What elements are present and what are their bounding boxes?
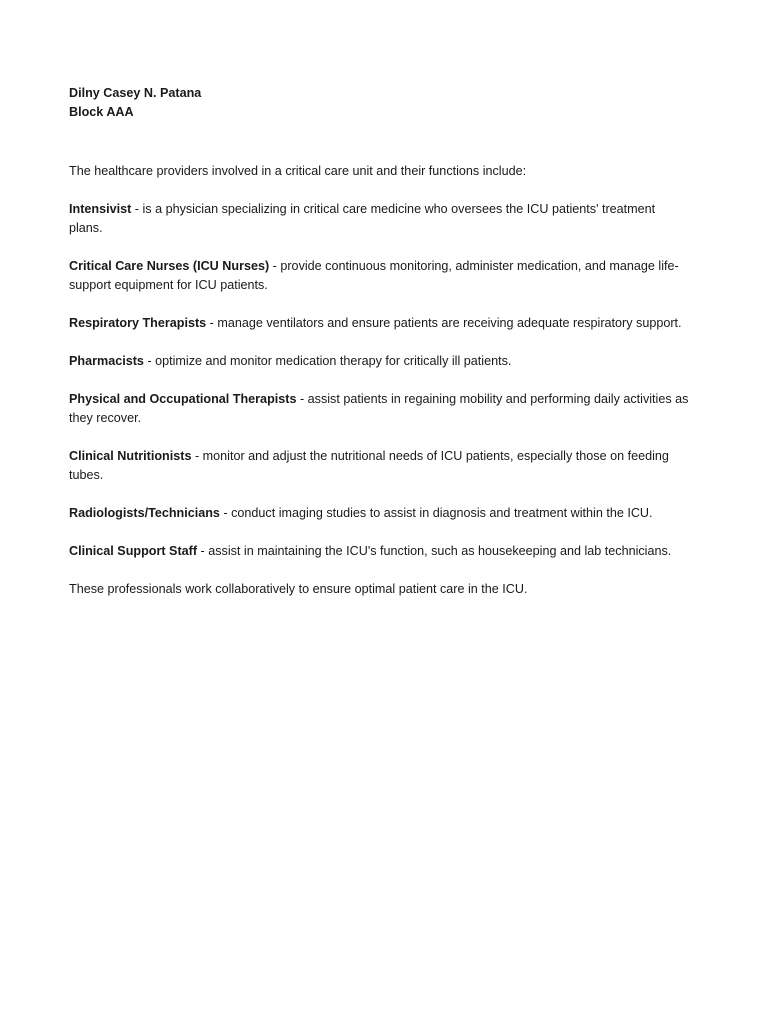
entry-term: Intensivist [69,202,132,216]
entry-critical-care-nurses [69,257,689,295]
entry-description: - assist patients in regaining mobility and performing daily activities as they recover. [69,392,689,425]
entry-description: - manage ventilators and ensure patients are receiving adequate respiratory support. [206,316,682,330]
entry-description: - assist in maintaining the ICU's function, such as housekeeping and lab technicians. [197,544,672,558]
entry-clinical-nutritionists [69,447,689,485]
entry-term: Pharmacists [69,354,144,368]
entry-term: Physical and Occupational Therapists [69,392,297,406]
author-name: Dilny Casey N. Patana [69,86,202,100]
closing-paragraph: These professionals work collaboratively to ensure optimal patient care in the ICU. [69,582,528,596]
entry-description: - provide continuous monitoring, administer medication, and manage life-support equipment for ICU patients. [69,259,679,292]
entry-radiologists-technicians [69,504,689,523]
intro-paragraph: The healthcare providers involved in a critical care unit and their functions include: [69,164,527,178]
entry-physical-occupational-therapists [69,390,689,428]
block-label: Block AAA [69,105,134,119]
entry-term: Critical Care Nurses (ICU Nurses) [69,259,270,273]
document-page [69,84,689,599]
entry-term: Clinical Support Staff [69,544,198,558]
entry-respiratory-therapists [69,314,689,333]
entry-term: Clinical Nutritionists [69,449,192,463]
entry-description: - monitor and adjust the nutritional needs of ICU patients, especially those on feeding tubes. [69,449,669,482]
entry-term: Radiologists/Technicians [69,506,220,520]
entry-description: - optimize and monitor medication therapy for critically ill patients. [143,354,512,368]
entry-description: - conduct imaging studies to assist in diagnosis and treatment within the ICU. [219,506,653,520]
entry-intensivist [69,200,689,238]
entry-term: Respiratory Therapists [69,316,207,330]
entry-pharmacists [69,352,689,371]
entry-description: - is a physician specializing in critical care medicine who oversees the ICU patients' treatment plans. [69,202,656,235]
entry-clinical-support-staff [69,542,689,561]
